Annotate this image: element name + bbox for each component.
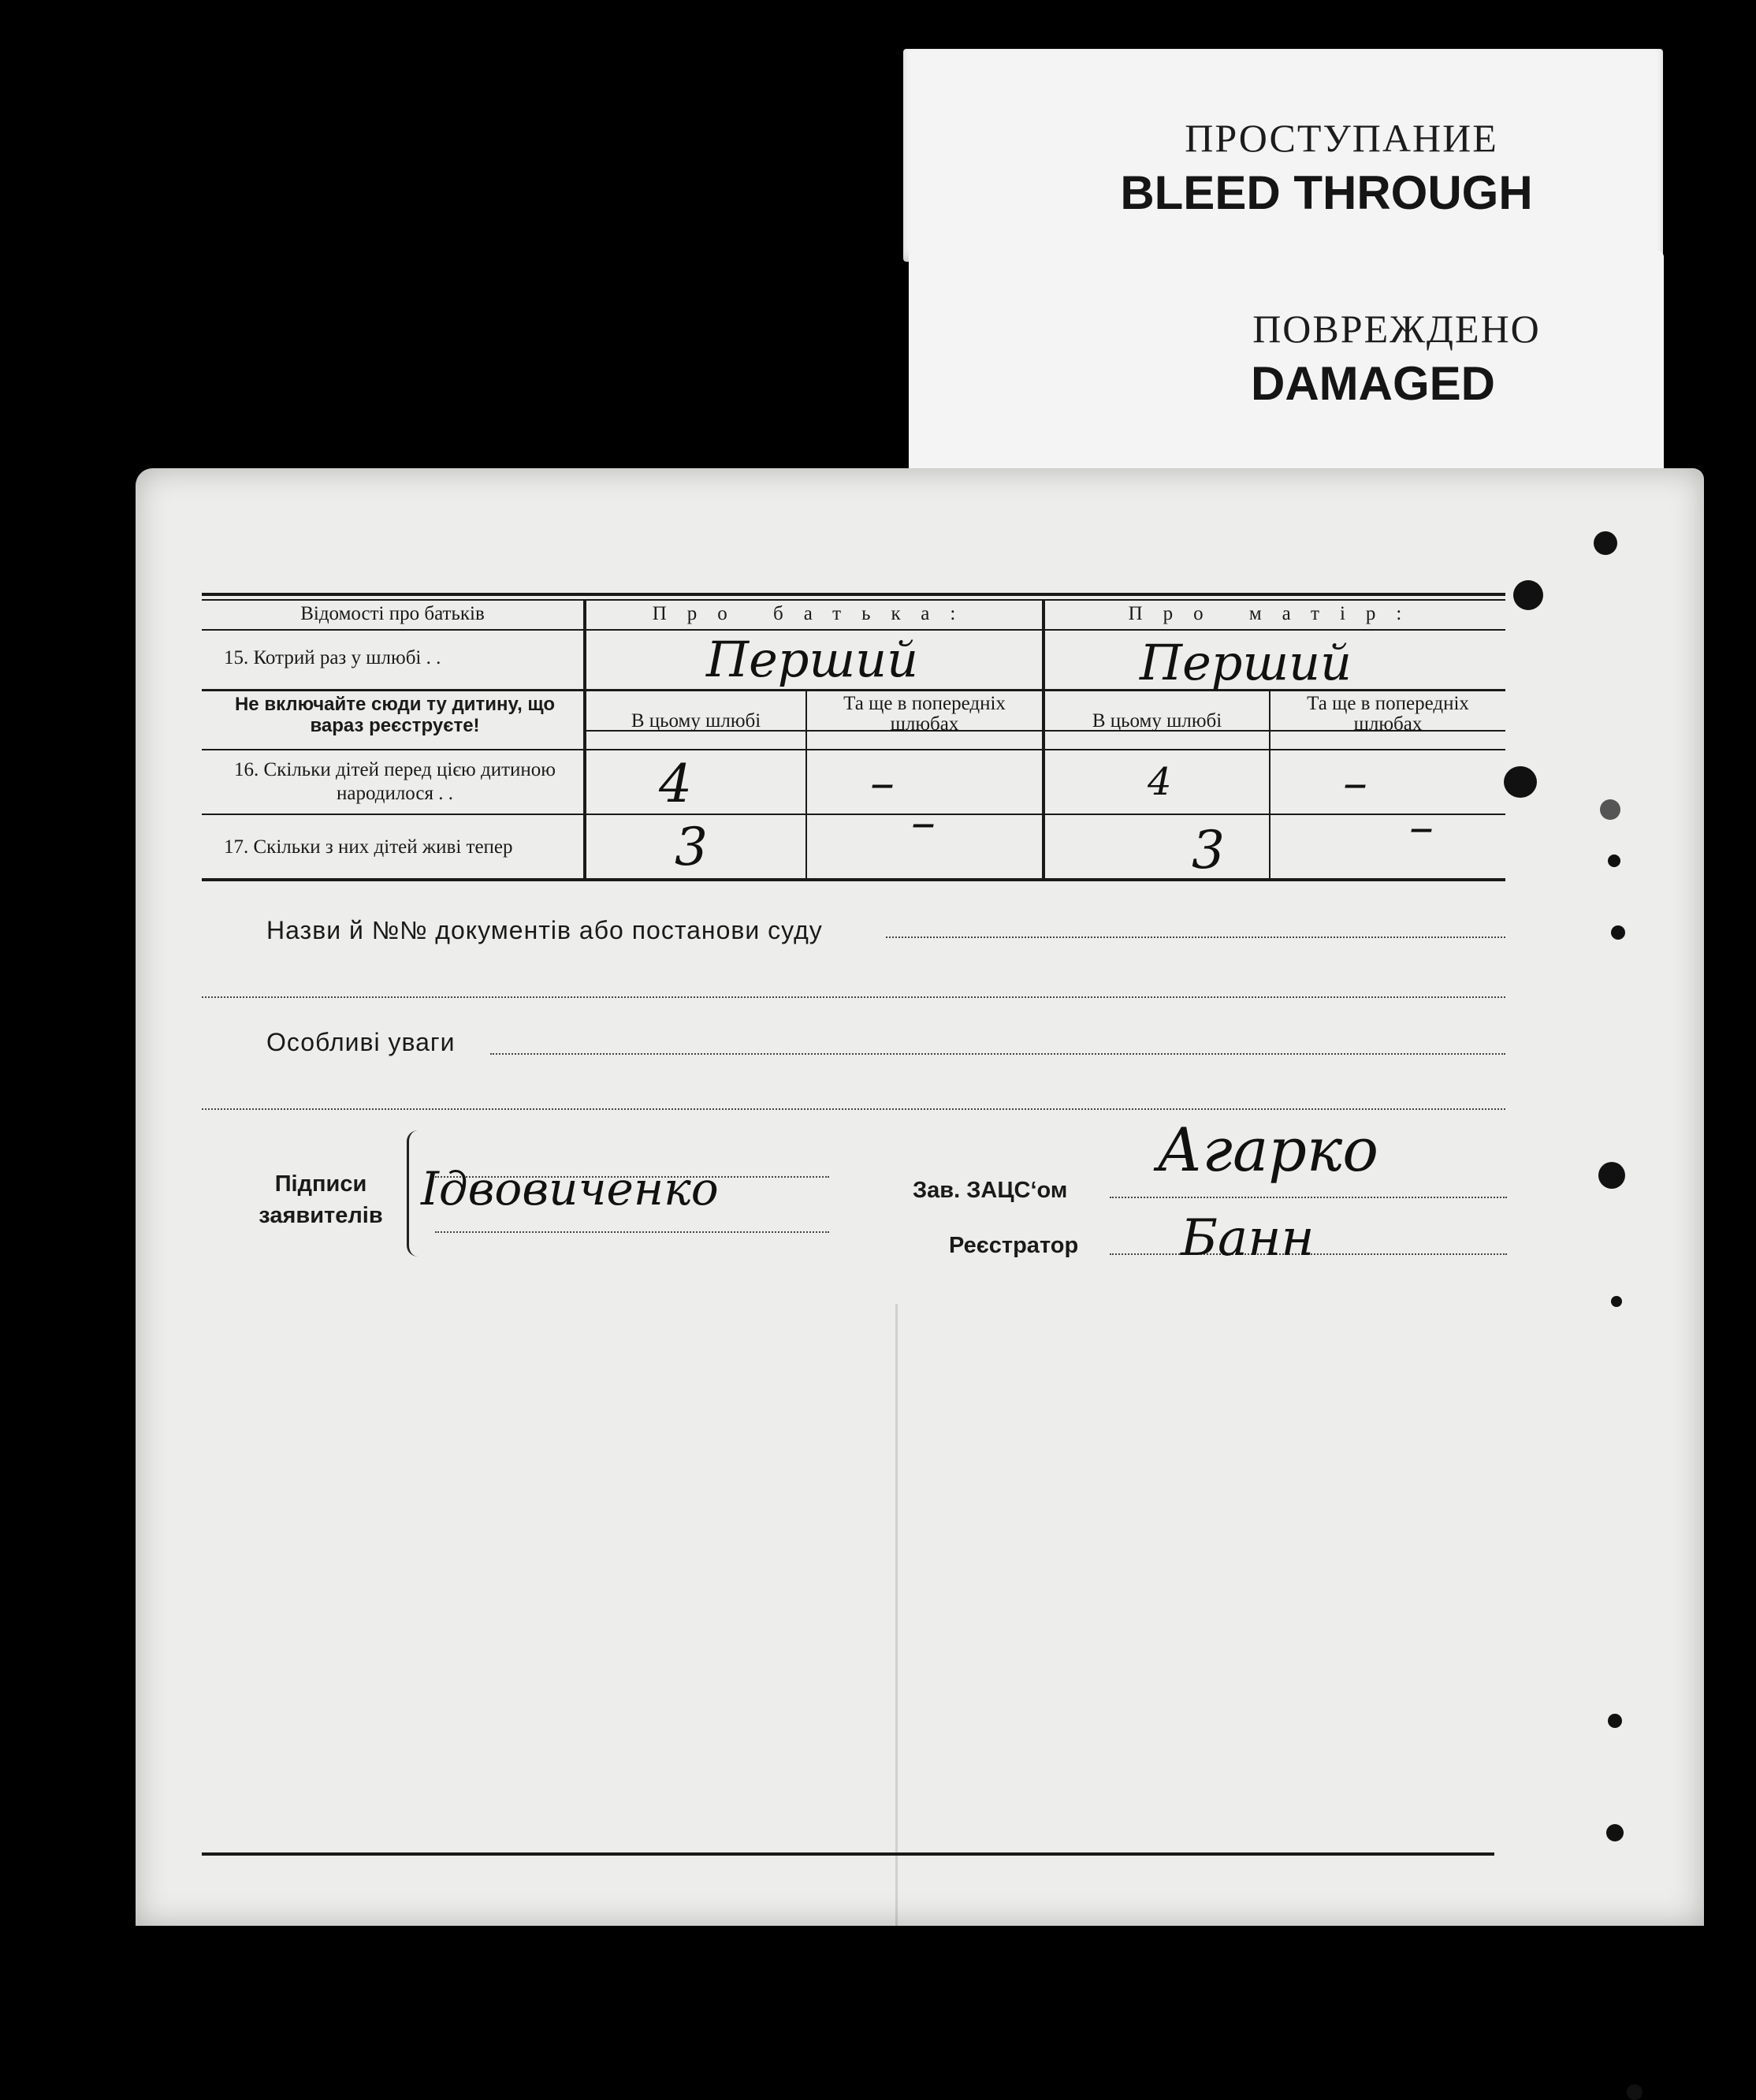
applicants-signatures-label: Підписи заявителів xyxy=(259,1171,383,1228)
binding-hole xyxy=(1611,925,1625,940)
row15-label: 15. Котрий раз у шлюбі . . xyxy=(224,647,441,668)
row15-father-value: Перший xyxy=(706,631,919,688)
row17-father-previous: – xyxy=(911,793,936,851)
header-father: Про батька: xyxy=(652,603,977,624)
binding-hole xyxy=(1600,799,1620,820)
mother-previous-header: Та ще в попередніх шлюбах xyxy=(1307,693,1469,735)
remarks-label: Особливі уваги xyxy=(266,1028,456,1056)
header-mother: Про матір: xyxy=(1128,603,1423,624)
row17-label: 17. Скільки з них дітей живі тепер xyxy=(224,836,513,858)
applicants-line-2 xyxy=(435,1231,829,1233)
documents-line-2 xyxy=(202,996,1505,998)
documents-label: Назви й №№ документів або постанови суду xyxy=(266,916,823,944)
binding-hole xyxy=(1598,1162,1625,1189)
documents-line-1 xyxy=(886,936,1505,938)
registrar-label: Реєстратор xyxy=(949,1233,1079,1258)
row17-father-this: 3 xyxy=(675,817,708,877)
parents-table xyxy=(202,593,1505,884)
row16-father-previous: – xyxy=(870,754,895,811)
bleed-through-ru: ПРОСТУПАНИЕ xyxy=(1185,116,1498,160)
binding-hole xyxy=(1608,855,1620,867)
row17-mother-this: 3 xyxy=(1192,820,1225,881)
mother-this-marriage-header: В цьому шлюбі xyxy=(1092,710,1222,732)
document-sheet xyxy=(136,468,1704,1926)
row16-father-this: 4 xyxy=(659,754,692,814)
bleed-through-flag xyxy=(903,49,1663,262)
head-line xyxy=(1110,1197,1507,1198)
damaged-flag xyxy=(909,251,1664,468)
applicants-brace xyxy=(407,1130,420,1257)
header-parents-info: Відомості про батьків xyxy=(300,603,485,624)
binding-hole xyxy=(1594,531,1617,555)
head-of-registry-label: Зав. ЗАЦС‘ом xyxy=(913,1178,1068,1203)
binding-hole xyxy=(1513,580,1543,610)
remarks-line-1 xyxy=(490,1053,1505,1055)
binding-hole xyxy=(1611,1296,1622,1307)
row17-mother-previous: – xyxy=(1409,798,1434,855)
applicant-signature: Ідвовиченко xyxy=(421,1162,719,1216)
damaged-en: DAMAGED xyxy=(1251,357,1495,410)
damaged-ru: ПОВРЕЖДЕНО xyxy=(1252,307,1541,351)
remarks-line-2 xyxy=(202,1108,1505,1110)
paper-crease xyxy=(895,1304,898,1926)
binding-hole xyxy=(1627,2084,1643,2100)
registrar-signature: Банн xyxy=(1181,1209,1315,1268)
row16-label: 16. Скільки дітей перед цією дитиною народилося . . xyxy=(234,759,556,804)
father-this-marriage-header: В цьому шлюбі xyxy=(631,710,761,732)
exclude-note: Не включайте сюди ту дитину, що вараз реєструєте! xyxy=(234,694,556,736)
binding-hole xyxy=(1608,1714,1622,1728)
row15-mother-value: Перший xyxy=(1140,634,1352,691)
bleed-through-en: BLEED THROUGH xyxy=(1120,166,1533,219)
row16-mother-previous: – xyxy=(1343,754,1367,811)
footer-rule xyxy=(202,1852,1494,1856)
binding-hole xyxy=(1606,1824,1624,1841)
binding-hole xyxy=(1504,766,1537,798)
father-previous-header: Та ще в попередніх шлюбах xyxy=(843,693,1006,735)
head-signature: Агарко xyxy=(1157,1115,1379,1185)
row16-mother-this: 4 xyxy=(1148,760,1172,804)
